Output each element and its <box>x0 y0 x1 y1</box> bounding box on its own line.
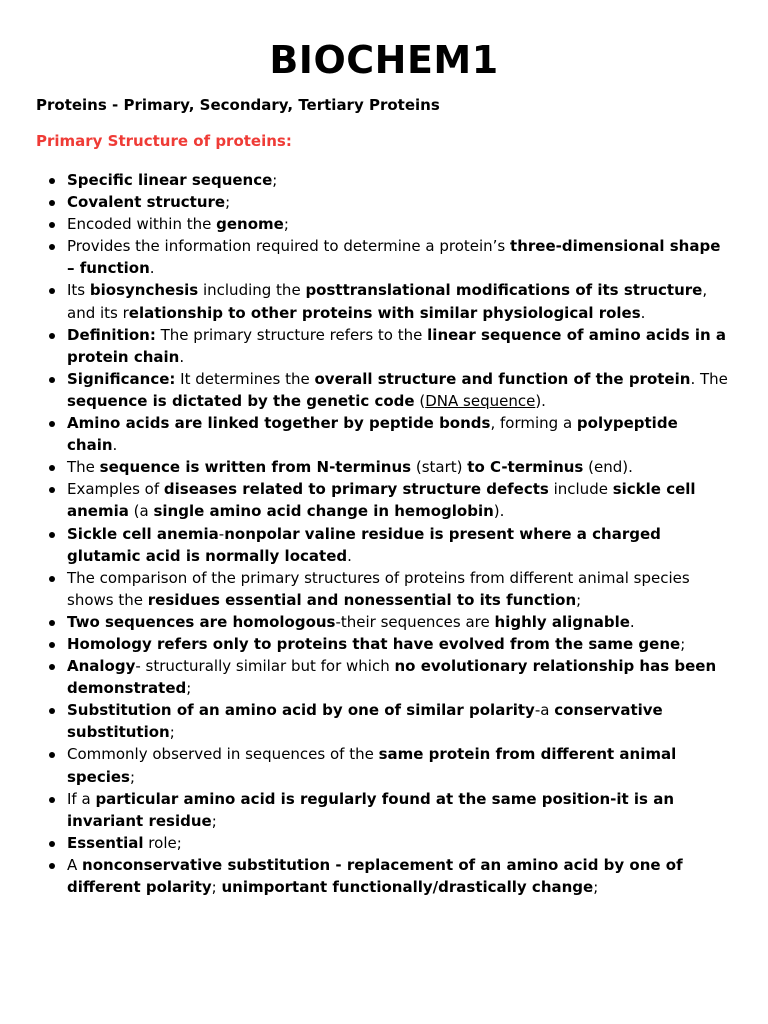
text-run: ; <box>211 811 217 830</box>
bold-text: highly alignable <box>494 612 630 631</box>
text-run: (start) <box>411 458 468 477</box>
list-item <box>67 191 732 213</box>
text-run: ). <box>493 502 505 521</box>
bold-text: particular amino acid is regularly found at the same position-it is an invariant residue <box>67 789 674 830</box>
text-run: . <box>347 546 352 565</box>
bold-text: genome <box>216 215 284 234</box>
bold-text: nonconservative substitution - replacement of an amino acid by one of different polarity <box>67 855 683 896</box>
text-run: - <box>218 524 225 543</box>
bold-text: overall structure and function of the protein <box>314 369 691 388</box>
bold-text: Definition: <box>67 325 156 344</box>
underlined-text: DNA sequence <box>425 391 536 410</box>
text-run: include <box>548 480 613 499</box>
bold-text: Specific linear sequence <box>67 171 273 189</box>
list-item <box>67 456 732 478</box>
text-run: It determines the <box>175 369 315 388</box>
list-item <box>67 788 732 832</box>
list-item <box>67 523 732 567</box>
text-run: . <box>179 347 185 366</box>
bold-text: residues essential and nonessential to its function <box>147 590 577 609</box>
bold-text: Significance: <box>67 369 176 388</box>
bold-text: polypeptide chain <box>67 414 678 455</box>
bullet-list <box>36 169 732 898</box>
list-item <box>67 324 732 368</box>
list-item <box>67 235 732 279</box>
list-item <box>67 368 732 412</box>
text-run: ; <box>186 679 192 698</box>
text-run: including the <box>198 281 306 300</box>
bold-text: Substitution of an amino acid by one of similar polarity <box>67 701 535 720</box>
text-run: Its <box>67 281 90 300</box>
text-run: - structurally similar but for which <box>135 657 395 676</box>
bold-text: linear sequence of amino acids in a protein chain <box>67 325 727 366</box>
bold-text: same protein from different animal species <box>67 745 677 786</box>
list-item <box>67 743 732 787</box>
list-item <box>67 567 732 611</box>
list-item <box>67 213 732 235</box>
bold-text: Two sequences are homologous <box>67 612 336 631</box>
bold-text: elationship to other proteins with similar physiological roles <box>128 303 641 322</box>
text-run: Examples of <box>67 480 164 499</box>
bold-text: single amino acid change in hemoglobin <box>153 502 494 521</box>
bold-text: no evolutionary relationship has been demonstrated <box>67 657 717 698</box>
text-run: The primary structure refers to the <box>155 325 428 344</box>
text-run: ). <box>535 391 546 410</box>
text-run: Encoded within the <box>67 215 217 234</box>
list-item <box>67 611 732 633</box>
document-subtitle: Proteins - Primary, Secondary, Tertiary Proteins <box>36 96 440 114</box>
bold-text: to C-terminus <box>467 458 584 477</box>
list-item <box>67 478 732 522</box>
text-run: ; <box>576 590 582 609</box>
document-title: BIOCHEM1 <box>269 38 499 82</box>
text-run: . The <box>690 369 728 388</box>
text-run: , and its r <box>67 281 708 322</box>
text-run: -their sequences are <box>335 612 495 631</box>
text-run: If a <box>67 789 96 808</box>
text-run: -a <box>534 701 555 720</box>
list-item <box>67 279 732 323</box>
bold-text: sickle cell anemia <box>67 480 696 521</box>
text-run: ; <box>593 878 599 896</box>
bold-text: Essential <box>67 833 144 852</box>
bold-text: conservative substitution <box>67 701 663 742</box>
bold-text: Amino acids are linked together by peptide bonds <box>67 414 491 433</box>
bold-text: nonpolar valine residue is present where a charged glutamic acid is normally located <box>67 524 661 565</box>
list-item <box>67 412 732 456</box>
list-item <box>67 633 732 655</box>
text-run: A <box>67 855 83 874</box>
text-run: (a <box>128 502 154 521</box>
bold-text: posttranslational modifications of its structure <box>305 281 703 300</box>
bold-text: diseases related to primary structure defects <box>163 480 549 499</box>
list-item <box>67 699 732 743</box>
text-run: ; <box>211 878 222 896</box>
list-item <box>67 169 732 191</box>
text-run: . <box>629 612 635 631</box>
bold-text: sequence is written from N-terminus <box>99 458 412 477</box>
text-run: ; <box>169 723 175 742</box>
bold-text: sequence is dictated by the genetic code <box>67 391 415 410</box>
text-run: The <box>67 458 100 477</box>
bold-text: Covalent structure <box>67 193 226 212</box>
text-run: ( <box>414 391 426 410</box>
section-heading: Primary Structure of proteins: <box>36 132 292 150</box>
text-run: (end). <box>583 458 633 477</box>
text-run: The comparison of the primary structures of proteins from different animal species shows the <box>67 568 690 609</box>
bold-text: Sickle cell anemia <box>67 524 219 543</box>
text-run: ; <box>680 634 686 653</box>
bold-text: unimportant functionally/drastically change <box>221 878 594 896</box>
text-run: . <box>149 259 155 278</box>
text-run: ; <box>283 215 289 234</box>
text-run: , forming a <box>490 414 577 433</box>
bold-text: Homology refers only to proteins that have evolved from the same gene <box>67 634 681 653</box>
text-run: Commonly observed in sequences of the <box>67 745 379 764</box>
text-run: ; <box>129 767 136 786</box>
text-run: ; <box>272 171 278 189</box>
list-item <box>67 854 732 898</box>
text-run: ; <box>225 193 231 212</box>
text-run: Provides the information required to determine a protein’s <box>67 237 511 256</box>
text-run: role; <box>143 833 182 852</box>
list-item <box>67 832 732 854</box>
bold-text: three-dimensional shape – function <box>67 237 721 278</box>
bold-text: Analogy <box>67 657 136 676</box>
text-run: . <box>112 436 118 455</box>
bold-text: biosynchesis <box>89 281 199 300</box>
text-run: . <box>640 303 646 322</box>
list-item <box>67 655 732 699</box>
